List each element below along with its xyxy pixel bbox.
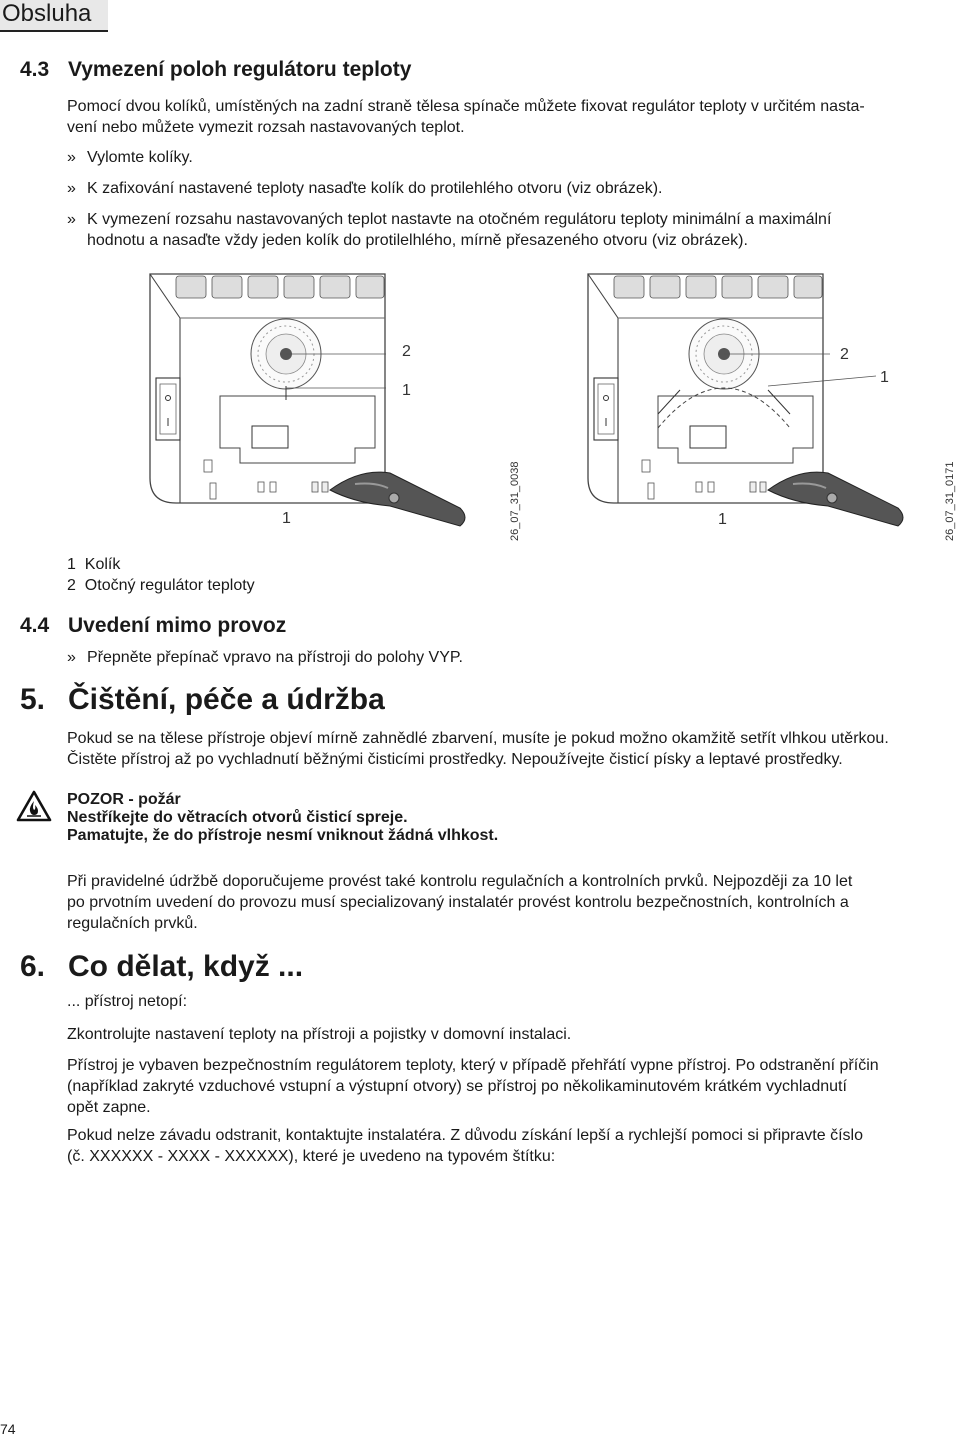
right-callout-2: 2 <box>840 346 849 363</box>
regulator-figures <box>140 268 960 553</box>
left-callout-1-lower: 1 <box>282 510 291 527</box>
warning-title: POZOR - požár <box>67 791 181 808</box>
section-4-3-intro <box>67 96 957 138</box>
chapter-header <box>0 0 108 32</box>
bullet-item <box>67 209 957 251</box>
section-6-paragraph: Přístroj je vybaven bezpečnostním regulátorem teploty, který v případě přehřátí vypne přístroj. Po odstranění příčin (například zakryté vzduchové vstupní a výstupní otvory) se přístroj po několikaminutovém krátkém vychladnutí opět zapne. <box>67 1057 879 1116</box>
legend-label: Kolík <box>84 556 121 573</box>
bullet-text: K vymezení rozsahu nastavovaných teplot nastavte na otočném regulátoru teploty minimální a maximální hodnotu a nasaďte vždy jeden kolík do protilelhlého, mírně přesazeného otvoru (viz obrázek). <box>87 211 832 249</box>
right-callout-1-upper: 1 <box>880 369 889 386</box>
figure-right-heater <box>588 274 903 526</box>
left-callout-1-upper: 1 <box>402 382 411 399</box>
section-4-4-number: 4.4 <box>20 614 50 637</box>
legend-item <box>67 554 120 575</box>
intro-line: vení nebo můžete vymezit rozsah nastavovaných teplot. <box>67 119 465 136</box>
right-callout-1-lower: 1 <box>718 511 727 528</box>
bullet-mark: » <box>67 149 76 166</box>
section-5-number: 5. <box>20 683 46 716</box>
bullet-mark: » <box>67 649 76 666</box>
page-number: 74 <box>0 1421 16 1437</box>
section-6-paragraph: Pokud nelze závadu odstranit, kontaktujte instalatéra. Z důvodu získání lepší a rychlejší pomoci si připravte číslo (č. XXXXXX - XXXX - XXXXXX), které je uvedeno na typovém štítku: <box>67 1127 863 1165</box>
fire-warning-icon <box>16 790 52 822</box>
warning-line: Nestříkejte do větracích otvorů čisticí spreje. <box>67 809 408 826</box>
left-callout-2: 2 <box>402 343 411 360</box>
section-5-title: Čištění, péče a údržba <box>68 683 385 716</box>
bullet-mark: » <box>67 180 76 197</box>
chapter-label: Obsluha <box>2 0 92 27</box>
maintenance-paragraph: Při pravidelné údržbě doporučujeme provést také kontrolu regulačních a kontrolních prvků. Nejpozději za 10 let po prvotním uvedení do provozu musí specializovaný instalatér provést kontrolu bezpečnostních, kontrolních a regulačních prvků. <box>67 873 853 932</box>
section-5-paragraph: Pokud se na tělese přístroje objeví mírně zahnědlé zbarvení, musíte je pokud možno okamžitě setřít vlhkou utěrkou. Čistěte přístroj až po vychladnutí běžnými čisticími prostředky. Nepoužívejte čisticí písky a leptavé prostředky. <box>67 730 889 768</box>
right-figure-code: 26_07_31_0171 <box>944 461 956 541</box>
bullet-text: K zafixování nastavené teploty nasaďte kolík do protilehlého otvoru (viz obrázek). <box>87 180 663 197</box>
legend-number: 2 <box>67 577 76 594</box>
bullet-mark: » <box>67 211 76 228</box>
left-figure-code: 26_07_31_0038 <box>509 461 521 541</box>
section-6-paragraph: Zkontrolujte nastavení teploty na přístroji a pojistky v domovní instalaci. <box>67 1026 572 1043</box>
section-6-number: 6. <box>20 950 46 983</box>
section-4-4-title: Uvedení mimo provoz <box>68 614 287 637</box>
bullet-item <box>67 178 957 199</box>
section-6-title: Co dělat, když ... <box>68 950 304 983</box>
warning-line: Pamatujte, že do přístroje nesmí vniknout žádná vlhkost. <box>67 827 499 844</box>
section-6-subtitle: ... přístroj netopí: <box>67 993 188 1010</box>
bullet-item <box>67 147 957 168</box>
bullet-item <box>67 647 957 668</box>
legend-label: Otočný regulátor teploty <box>84 577 255 594</box>
legend-item <box>67 575 255 596</box>
section-4-3-number: 4.3 <box>20 58 50 81</box>
bullet-text: Vylomte kolíky. <box>87 149 193 166</box>
legend-number: 1 <box>67 556 76 573</box>
intro-line: Pomocí dvou kolíků, umístěných na zadní straně tělesa spínače můžete fixovat regulátor teploty v určitém nasta- <box>67 98 865 115</box>
section-4-3-title: Vymezení poloh regulátoru teploty <box>68 58 412 81</box>
figure-left-heater <box>150 274 465 526</box>
bullet-text: Přepněte přepínač vpravo na přístroji do polohy VYP. <box>87 649 463 666</box>
